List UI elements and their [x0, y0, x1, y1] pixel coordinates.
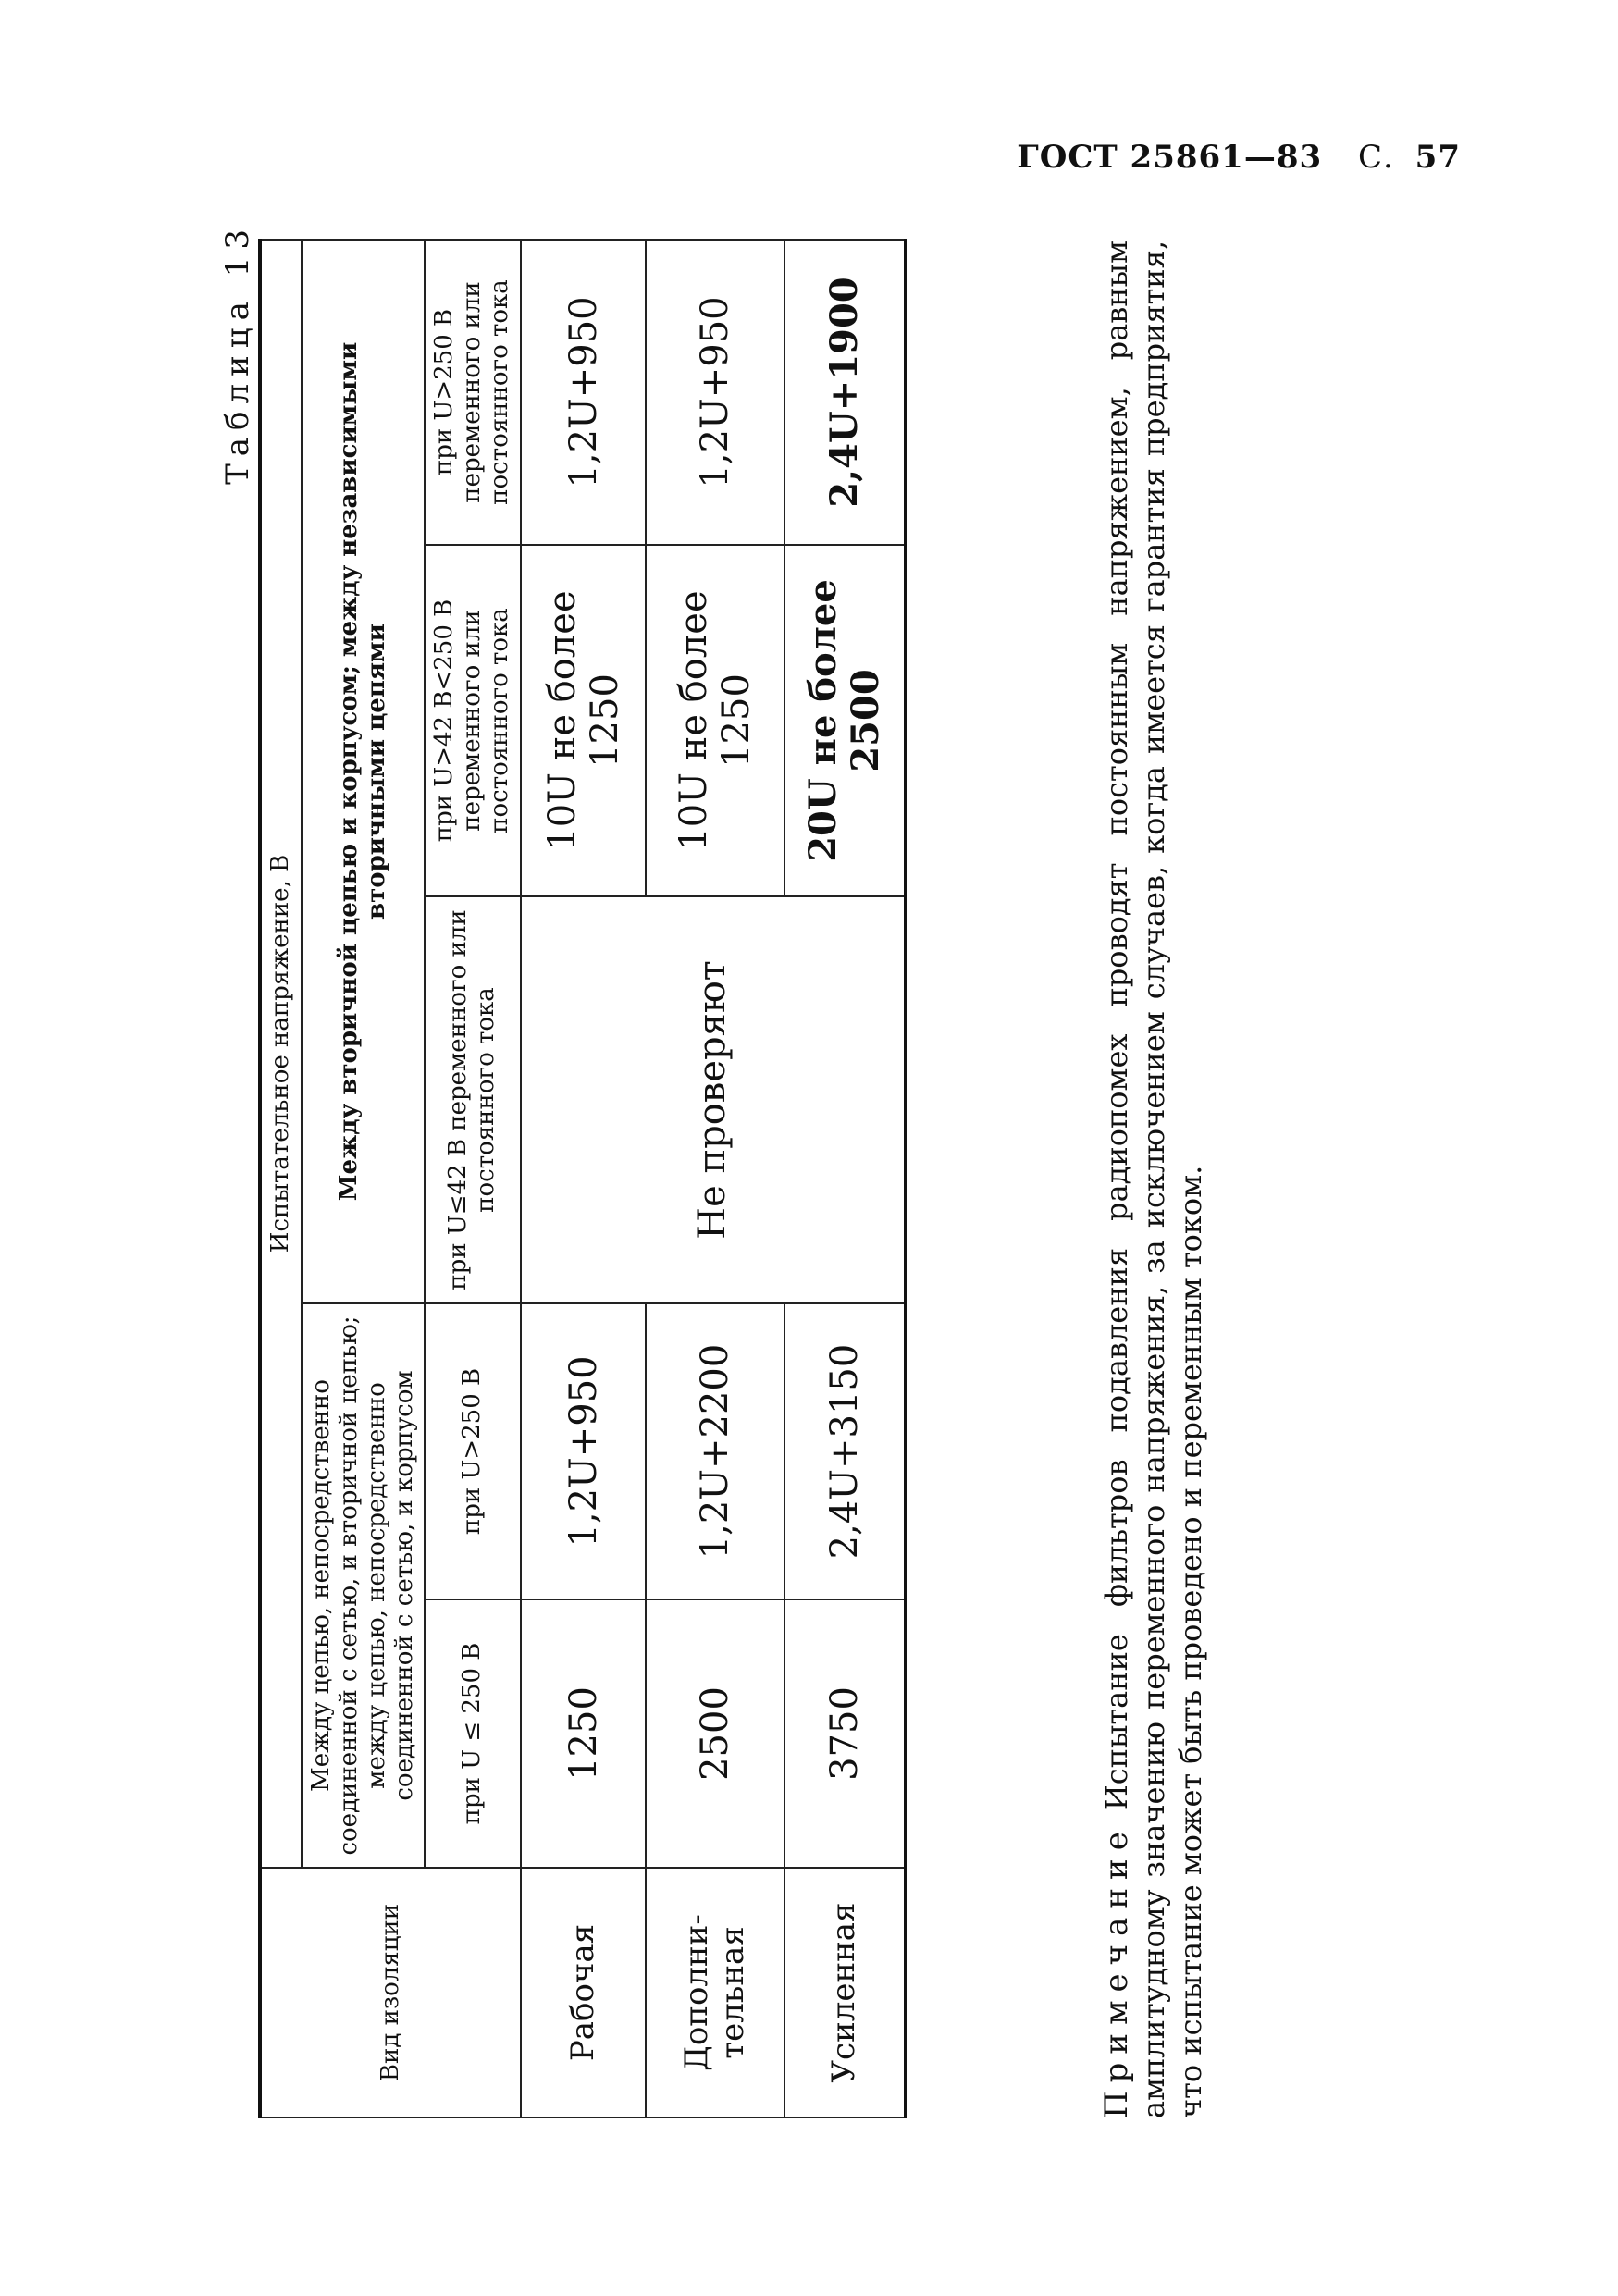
- value-cell: 10U не более 1250: [646, 545, 784, 896]
- note-prefix: Примечание: [1098, 1823, 1135, 2118]
- header-g2-c1: при U≤42 В переменного или постоянного тока: [425, 896, 521, 1303]
- value-cell: 1,2U+950: [646, 240, 784, 545]
- header-test-voltage: Испытательное напряжение, В: [260, 240, 302, 1868]
- test-voltage-table: [258, 239, 907, 2118]
- header-group-mains: Между цепью, непосредственно соединенной с сетью, и вторичной цепью; между цепью, непосредственно соединенной с сетью, и корпусом: [302, 1303, 426, 1868]
- value-cell: 2,4U+1900: [784, 240, 905, 545]
- value-cell: 3750: [784, 1599, 905, 1868]
- table-note: [1098, 241, 1209, 2118]
- header-insulation-type: Вид изоляции: [260, 1868, 521, 2117]
- header-g1-c2: при U>250 В: [425, 1303, 521, 1599]
- note-text: Испытание фильтров подавления радиопомех проводят постоянным напряжением, равным амплитудному значению переменного напряжения, за исключением случаев, когда имеется гарантия предприятия, что испытание может быть проведено и переменным током.: [1099, 241, 1208, 2118]
- row-type: Усиленная: [784, 1868, 905, 2117]
- page-header: [1017, 139, 1461, 176]
- header-row-2: [302, 240, 426, 2117]
- page-number: 57: [1414, 139, 1461, 176]
- header-group-secondary: Между вторичной цепью и корпусом; между независимыми вторичными цепями: [302, 240, 426, 1303]
- value-cell: 1,2U+950: [521, 240, 646, 545]
- page-prefix: С.: [1358, 139, 1394, 176]
- row-type: Дополни-тельная: [646, 1868, 784, 2117]
- value-cell: 20U не более 2500: [784, 545, 905, 896]
- header-g1-c1: при U ≤ 250 В: [425, 1599, 521, 1868]
- header-g2-c3: при U>250 В переменного или постоянного тока: [425, 240, 521, 545]
- standard-number: ГОСТ 25861—83: [1017, 139, 1323, 176]
- value-cell: 1,2U+950: [521, 1303, 646, 1599]
- header-g2-c2: при U>42 В<250 В переменного или постоянного тока: [425, 545, 521, 896]
- rotated-table-block: [219, 222, 1281, 2118]
- header-row-1: [260, 240, 302, 2117]
- value-cell: 1,2U+2200: [646, 1303, 784, 1599]
- value-cell: 2500: [646, 1599, 784, 1868]
- not-checked-cell: Не проверяют: [521, 896, 905, 1303]
- header-row-3: [425, 240, 521, 2117]
- table-label: Таблица 13: [219, 222, 256, 485]
- table-row: [521, 240, 646, 2117]
- row-type: Рабочая: [521, 1868, 646, 2117]
- value-cell: 2,4U+3150: [784, 1303, 905, 1599]
- value-cell: 1250: [521, 1599, 646, 1868]
- value-cell: 10U не более 1250: [521, 545, 646, 896]
